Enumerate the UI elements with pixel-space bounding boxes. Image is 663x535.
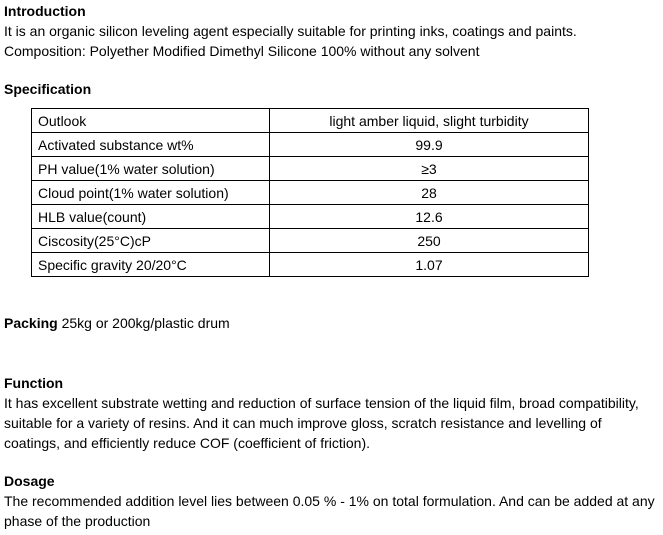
property-cell: PH value(1% water solution) bbox=[32, 157, 270, 181]
table-row bbox=[32, 205, 589, 229]
introduction-line-2: Composition: Polyether Modified Dimethyl Silicone 100% without any solvent bbox=[4, 43, 480, 59]
introduction-line-1: It is an organic silicon leveling agent especially suitable for printing inks, coatings and paints. bbox=[4, 23, 577, 39]
value-cell: 250 bbox=[270, 229, 589, 253]
specification-heading: Specification bbox=[4, 81, 92, 97]
value-cell: ≥3 bbox=[270, 157, 589, 181]
specification-table bbox=[31, 108, 589, 277]
value-cell: light amber liquid, slight turbidity bbox=[270, 109, 589, 133]
packing-line bbox=[4, 314, 230, 333]
property-cell: Specific gravity 20/20°C bbox=[32, 253, 270, 277]
dosage-text: The recommended addition level lies between 0.05 % - 1% on total formulation. And can be added at any phase of the production bbox=[4, 493, 655, 529]
table-row bbox=[32, 109, 589, 133]
introduction-text bbox=[4, 21, 577, 61]
function-text: It has excellent substrate wetting and reduction of surface tension of the liquid film, broad compatibility, suitable for a variety of resins. And it can much improve gloss, scratch resistance and levelling of coatings, and efficiently reduce COF (coefficient of friction). bbox=[4, 395, 639, 451]
dosage-heading: Dosage bbox=[4, 473, 55, 489]
table-row bbox=[32, 229, 589, 253]
property-cell: Activated substance wt% bbox=[32, 133, 270, 157]
value-cell: 12.6 bbox=[270, 205, 589, 229]
packing-label: Packing bbox=[4, 315, 58, 331]
table-row bbox=[32, 157, 589, 181]
table-row bbox=[32, 181, 589, 205]
property-cell: HLB value(count) bbox=[32, 205, 270, 229]
packing-text: 25kg or 200kg/plastic drum bbox=[61, 315, 230, 331]
table-row bbox=[32, 253, 589, 277]
property-cell: Cloud point(1% water solution) bbox=[32, 181, 270, 205]
value-cell: 28 bbox=[270, 181, 589, 205]
function-heading: Function bbox=[4, 375, 64, 391]
value-cell: 99.9 bbox=[270, 133, 589, 157]
table-row bbox=[32, 133, 589, 157]
value-cell: 1.07 bbox=[270, 253, 589, 277]
introduction-heading: Introduction bbox=[4, 3, 86, 19]
property-cell: Ciscosity(25°C)cP bbox=[32, 229, 270, 253]
property-cell: Outlook bbox=[32, 109, 270, 133]
